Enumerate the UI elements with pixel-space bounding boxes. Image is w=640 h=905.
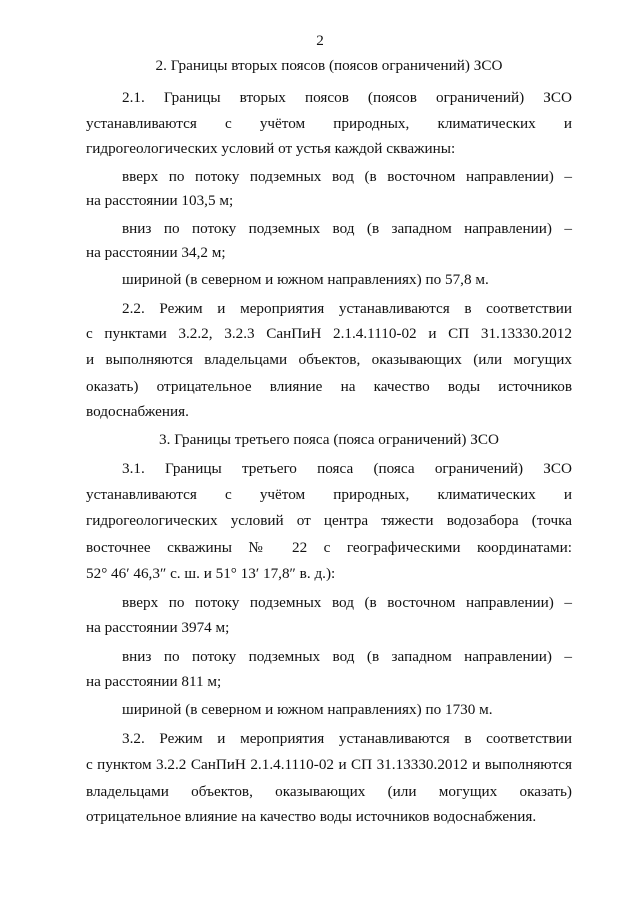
- section-2-heading: 2. Границы вторых поясов (поясов ограничений) ЗСО: [155, 57, 503, 74]
- paragraph-2-2-line-3: и выполняются владельцами объектов, оказывающих (или могущих: [86, 351, 572, 368]
- paragraph-2-2-line-1: 2.2. Режим и мероприятия устанавливаются в соответствии: [122, 300, 572, 317]
- section-3-width: шириной (в северном и южном направлениях) по 1730 м.: [122, 701, 493, 718]
- paragraph-3-2-line-4: отрицательное влияние на качество воды источников водоснабжения.: [86, 808, 537, 825]
- paragraph-2-1-line-2: устанавливаются с учётом природных, климатических и: [86, 115, 572, 132]
- section-3-upstream-line-2: на расстоянии 3974 м;: [86, 619, 230, 636]
- page-number: 2: [316, 32, 324, 49]
- paragraph-2-2-line-2: с пунктами 3.2.2, 3.2.3 СанПиН 2.1.4.1110-02 и СП 31.13330.2012: [86, 325, 572, 342]
- section-2-upstream-line-1: вверх по потоку подземных вод (в восточном направлении) –: [122, 168, 572, 185]
- section-3-heading: 3. Границы третьего пояса (пояса ограничений) ЗСО: [159, 431, 499, 448]
- paragraph-2-2-line-5: водоснабжения.: [86, 403, 189, 420]
- paragraph-3-2-line-2: с пунктом 3.2.2 СанПиН 2.1.4.1110-02 и СП 31.13330.2012 и выполняются: [86, 756, 572, 773]
- section-2-downstream-line-1: вниз по потоку подземных вод (в западном направлении) –: [122, 220, 572, 237]
- paragraph-2-1-line-3: гидрогеологических условий от устья каждой скважины:: [86, 140, 456, 157]
- section-3-downstream-line-1: вниз по потоку подземных вод (в западном направлении) –: [122, 648, 572, 665]
- paragraph-2-1-line-1: 2.1. Границы вторых поясов (поясов ограничений) ЗСО: [122, 89, 572, 106]
- section-2-width: шириной (в северном и южном направлениях) по 57,8 м.: [122, 271, 489, 288]
- section-3-downstream-line-2: на расстоянии 811 м;: [86, 673, 222, 690]
- paragraph-3-2-line-1: 3.2. Режим и мероприятия устанавливаются в соответствии: [122, 730, 572, 747]
- section-2-upstream-line-2: на расстоянии 103,5 м;: [86, 192, 234, 209]
- paragraph-3-1-line-4: восточнее скважины № 22 с географическими координатами:: [86, 539, 572, 556]
- section-2-downstream-line-2: на расстоянии 34,2 м;: [86, 244, 226, 261]
- section-3-upstream-line-1: вверх по потоку подземных вод (в восточном направлении) –: [122, 594, 572, 611]
- paragraph-3-1-line-1: 3.1. Границы третьего пояса (пояса ограничений) ЗСО: [122, 460, 572, 477]
- paragraph-3-1-line-3: гидрогеологических условий от центра тяжести водозабора (точка: [86, 512, 572, 529]
- paragraph-3-1-line-5: 52° 46′ 46,3″ с. ш. и 51° 13′ 17,8″ в. д.):: [86, 565, 336, 582]
- paragraph-3-1-line-2: устанавливаются с учётом природных, климатических и: [86, 486, 572, 503]
- paragraph-2-2-line-4: оказать) отрицательное влияние на качество воды источников: [86, 378, 572, 395]
- paragraph-3-2-line-3: владельцами объектов, оказывающих (или могущих оказать): [86, 783, 572, 800]
